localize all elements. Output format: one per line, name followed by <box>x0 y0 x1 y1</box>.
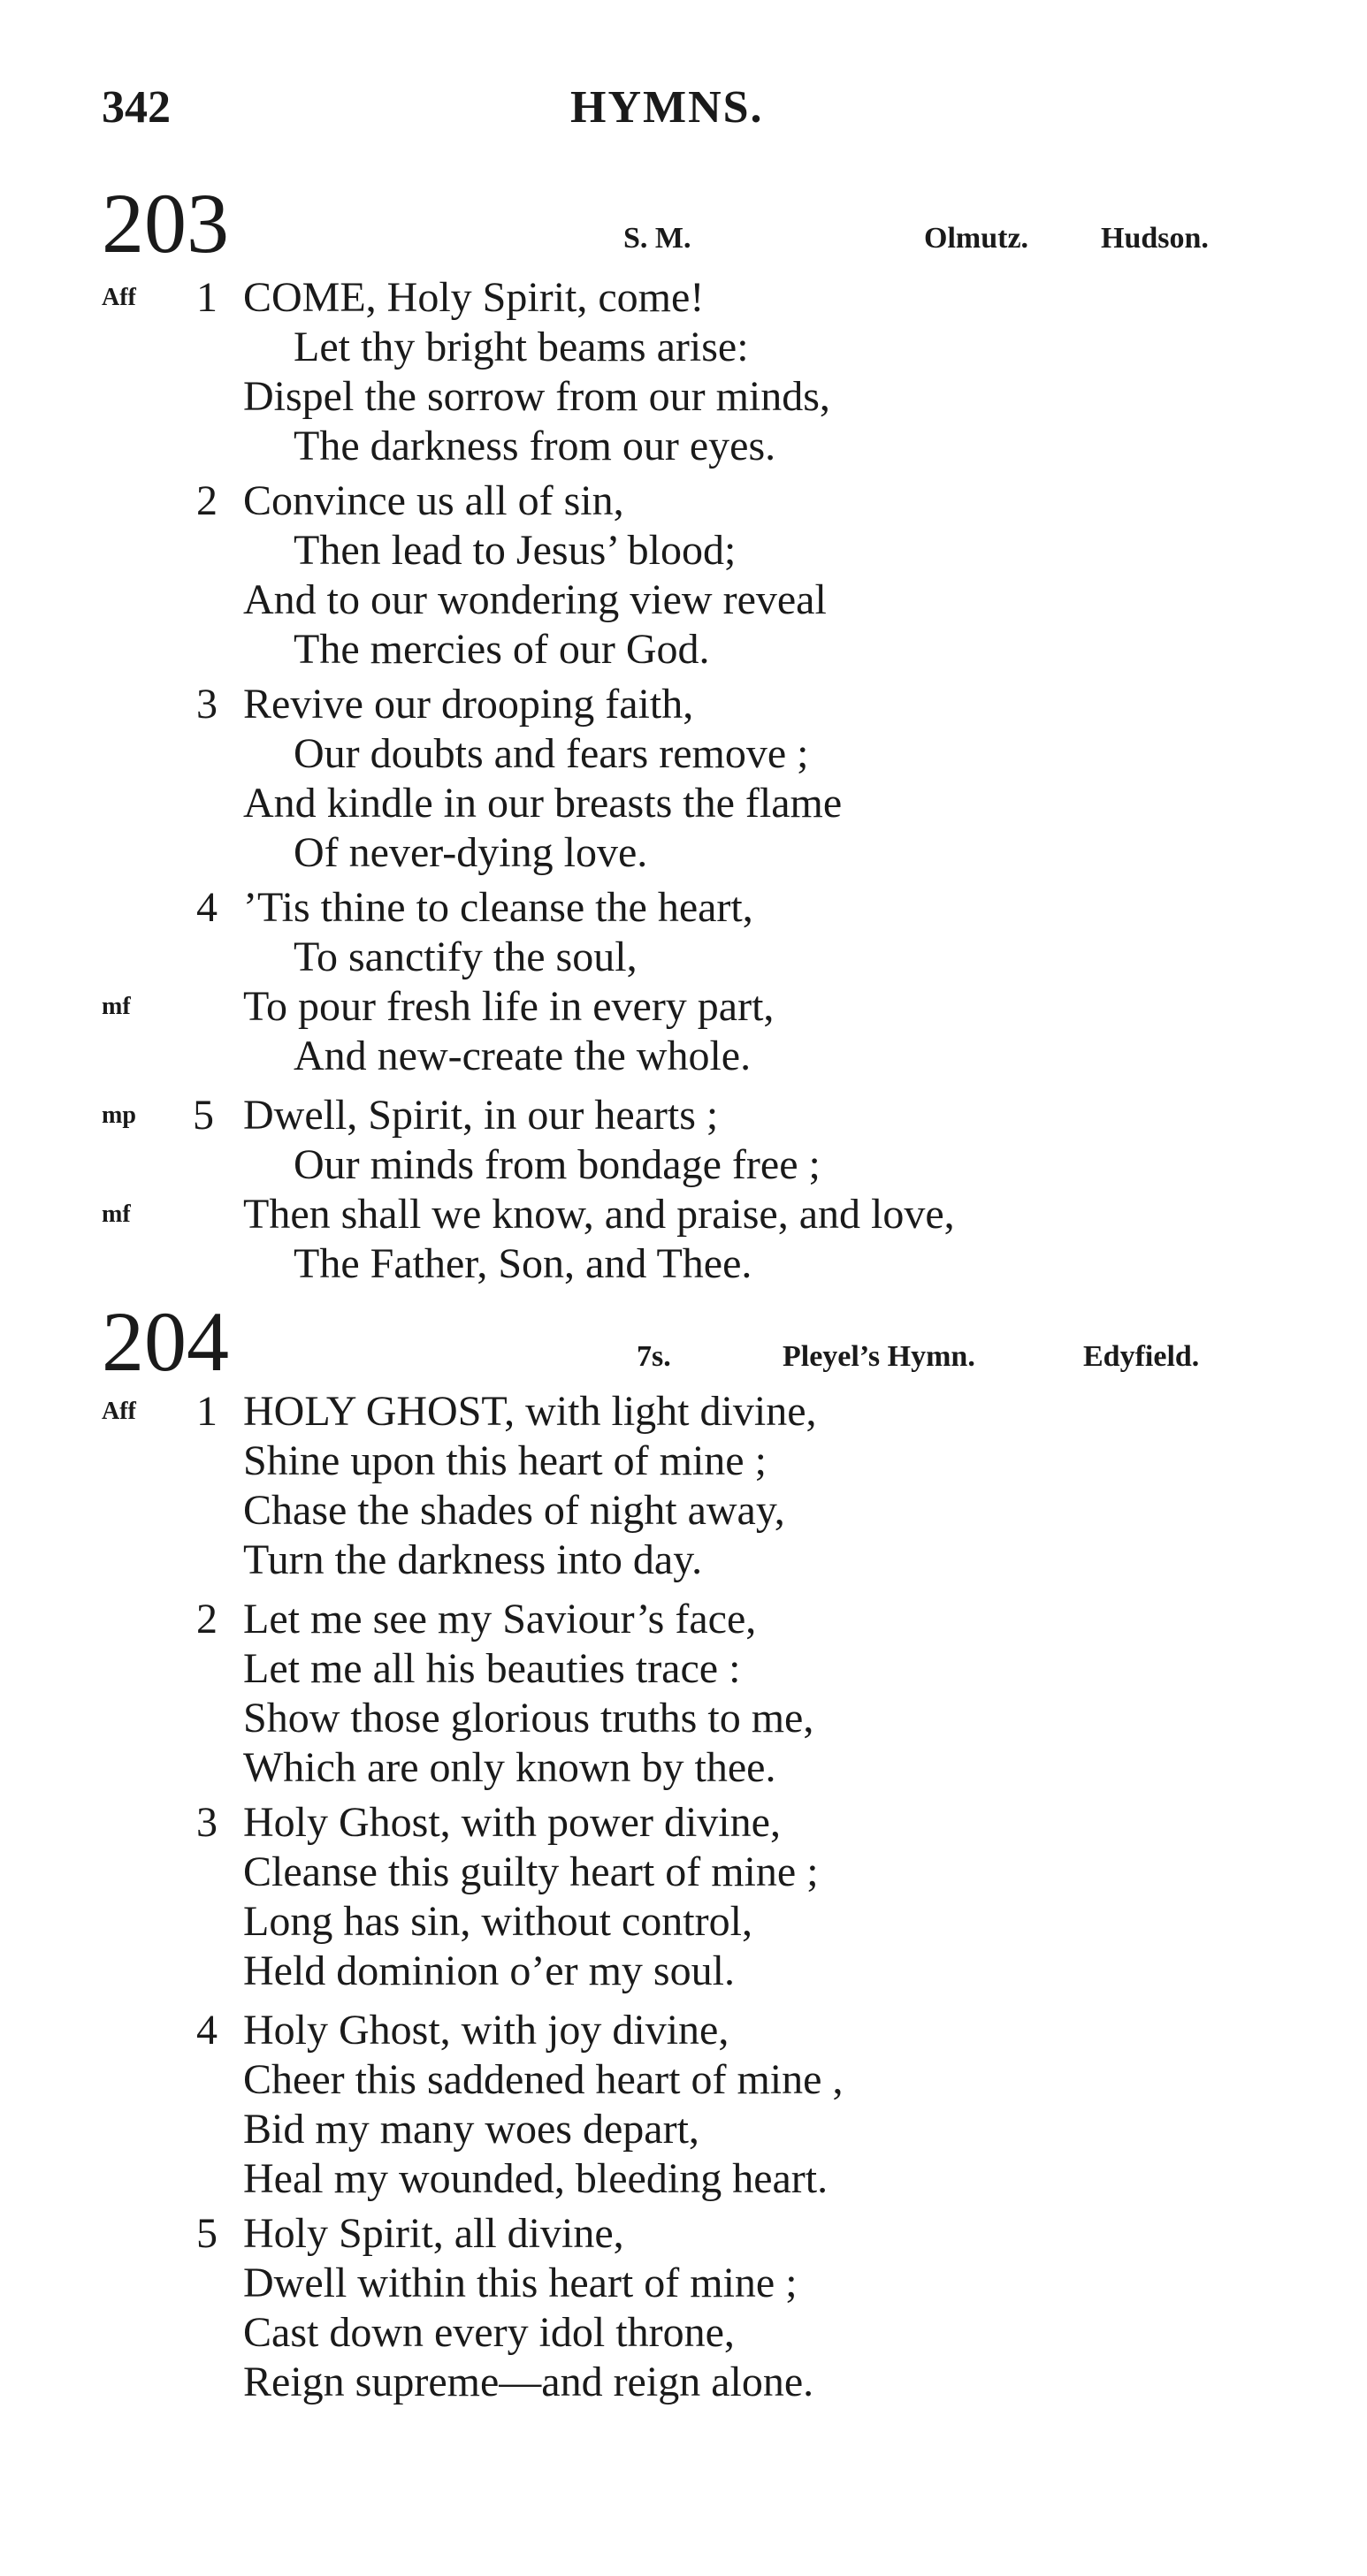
stanza-number: 2 <box>196 477 218 524</box>
verse-line: Our minds from bondage free ; <box>294 1141 821 1188</box>
hymn-204-heading <box>102 1294 1251 1389</box>
verse-line: ’Tis thine to cleanse the heart, <box>243 884 753 931</box>
verse-line: The darkness from our eyes. <box>294 423 776 469</box>
hymn-composer: Edyfield. <box>1083 1340 1200 1373</box>
verse-line: Holy Spirit, all divine, <box>243 2210 624 2257</box>
verse-line: Let me all his beauties trace : <box>243 1645 741 1692</box>
verse-line: The Father, Son, and Thee. <box>294 1240 752 1287</box>
verse-line: Then lead to Jesus’ blood; <box>294 527 737 574</box>
verse-line: Reign supreme—and reign alone. <box>243 2359 814 2405</box>
verse-line: Which are only known by thee. <box>243 1744 776 1791</box>
hymn-number: 203 <box>102 176 229 271</box>
hymn-tune: Pleyel’s Hymn. <box>783 1340 975 1373</box>
verse-line: Chase the shades of night away, <box>243 1487 785 1534</box>
verse-line: Cleanse this guilty heart of mine ; <box>243 1848 819 1895</box>
verse-line: Let me see my Saviour’s face, <box>243 1596 757 1642</box>
verse-line: Our doubts and fears remove ; <box>294 730 809 777</box>
verse-line: Cast down every idol throne, <box>243 2309 735 2356</box>
verse-line: The mercies of our God. <box>294 626 710 673</box>
verse-line: Shine upon this heart of mine ; <box>243 1437 767 1484</box>
stanza-number: 5 <box>193 1092 214 1139</box>
stanza-number: 2 <box>196 1596 218 1642</box>
dynamic-mark: mf <box>102 993 131 1020</box>
verse-line: Then shall we know, and praise, and love, <box>243 1191 955 1238</box>
stanza-number: 1 <box>196 1388 218 1435</box>
verse-line: Convince us all of sin, <box>243 477 624 524</box>
verse-line: Of never-dying love. <box>294 829 648 876</box>
verse-line: HOLY GHOST, with light divine, <box>243 1388 817 1435</box>
page-header <box>102 81 1287 134</box>
verse-line: Heal my wounded, bleeding heart. <box>243 2155 829 2202</box>
verse-line: To sanctify the soul, <box>294 934 638 980</box>
verse-line: Bid my many woes depart, <box>243 2106 699 2153</box>
verse-line: Long has sin, without control, <box>243 1898 752 1945</box>
hymn-composer: Hudson. <box>1101 222 1209 255</box>
verse-line: Holy Ghost, with power divine, <box>243 1799 781 1846</box>
dynamic-mark: mp <box>102 1101 136 1129</box>
verse-line: Cheer this saddened heart of mine , <box>243 2056 844 2103</box>
verse-line: Holy Ghost, with joy divine, <box>243 2007 729 2054</box>
hymn-meter: S. M. <box>623 222 691 255</box>
running-title: HYMNS. <box>570 82 764 133</box>
dynamic-mark: Aff <box>102 1398 136 1425</box>
verse-line: Let thy bright beams arise: <box>294 324 749 370</box>
stanza-number: 4 <box>196 884 218 931</box>
verse-line: Held dominion o’er my soul. <box>243 1947 735 1994</box>
verse-line: Show those glorious truths to me, <box>243 1695 814 1741</box>
verse-line: Dwell, Spirit, in our hearts ; <box>243 1092 719 1139</box>
stanza-number: 3 <box>196 1799 218 1846</box>
verse-line: Turn the darkness into day. <box>243 1536 703 1583</box>
verse-line: Revive our drooping faith, <box>243 681 694 728</box>
stanza-number: 4 <box>196 2007 218 2054</box>
verse-line: Dwell within this heart of mine ; <box>243 2260 798 2306</box>
stanza-number: 1 <box>196 274 218 321</box>
hymn-number: 204 <box>102 1294 229 1389</box>
hymn-203-heading <box>102 176 1251 271</box>
stanza-number: 5 <box>196 2210 218 2257</box>
verse-line: To pour fresh life in every part, <box>243 983 775 1030</box>
verse-line: And to our wondering view reveal <box>243 576 827 623</box>
hymn-meter: 7s. <box>637 1340 671 1373</box>
verse-line: Dispel the sorrow from our minds, <box>243 373 830 420</box>
hymn-tune: Olmutz. <box>924 222 1029 255</box>
verse-line: And new-create the whole. <box>294 1033 752 1079</box>
verse-line: And kindle in our breasts the flame <box>243 780 843 827</box>
dynamic-mark: Aff <box>102 284 136 311</box>
dynamic-mark: mf <box>102 1200 131 1228</box>
stanza-number: 3 <box>196 681 218 728</box>
verse-line: COME, Holy Spirit, come! <box>243 274 705 321</box>
page-number: 342 <box>102 82 171 133</box>
